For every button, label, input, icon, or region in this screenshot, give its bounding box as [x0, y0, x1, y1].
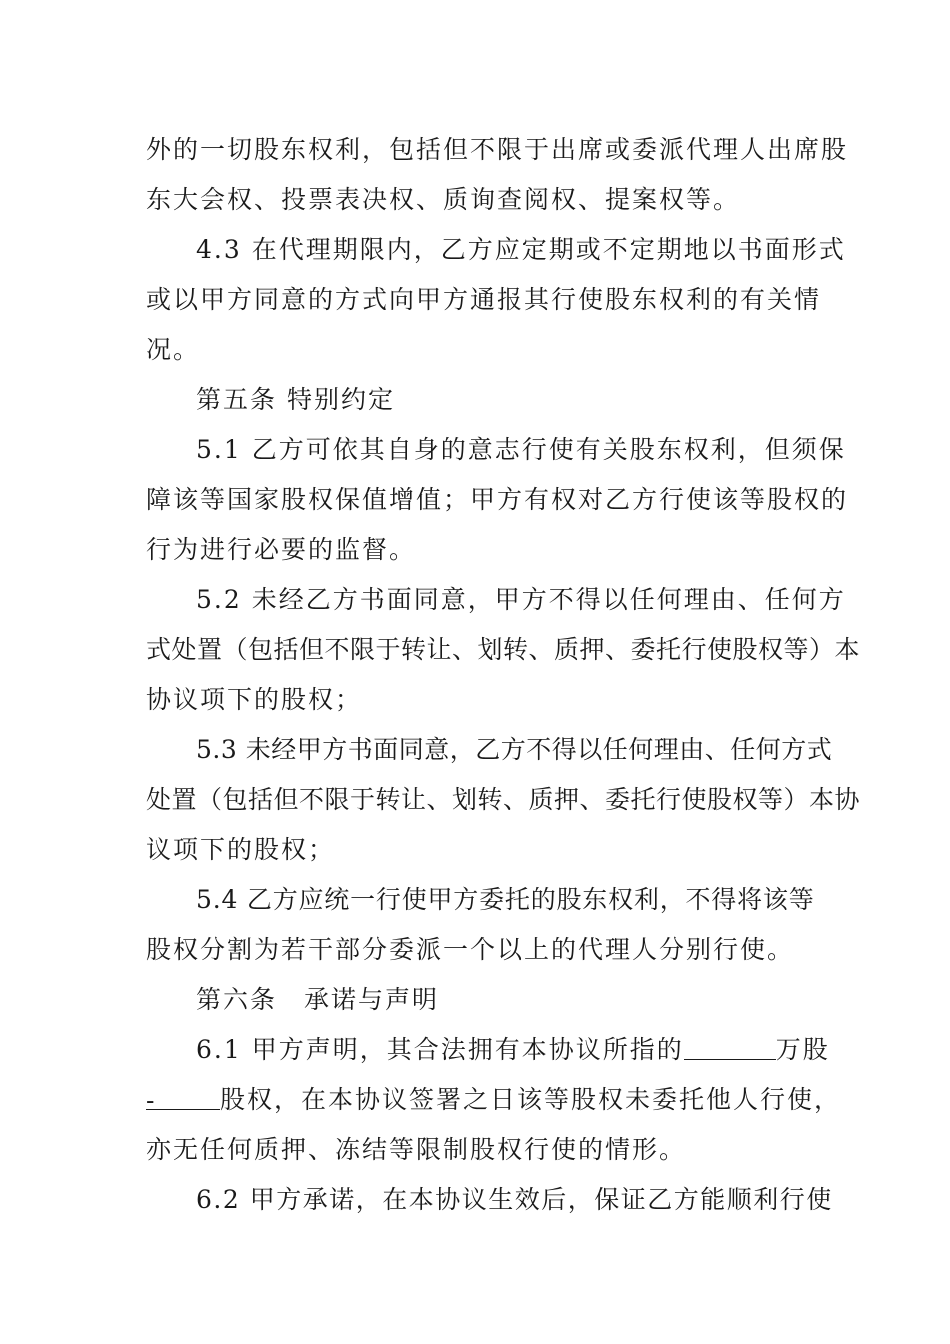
text-line: 障该等国家股权保值增值；甲方有权对乙方行使该等股权的	[146, 485, 849, 514]
text-line: 况。	[146, 335, 201, 364]
text-line: 协议项下的股权；	[146, 685, 363, 714]
text-line: 股权分割为若干部分委派一个以上的代理人分别行使。	[146, 935, 795, 964]
blank-mark: -	[146, 1086, 157, 1115]
clause-6-2: 6.2 甲方承诺，在本协议生效后，保证乙方能顺利行使	[196, 1185, 833, 1214]
text-line: 亦无任何质押、冻结等限制股权行使的情形。	[146, 1135, 687, 1164]
text-line: 处置（包括但不限于转让、划转、质押、委托行使股权等）本协	[146, 785, 861, 814]
clause-5-3: 5.3 未经甲方书面同意，乙方不得以任何理由、任何方式	[196, 735, 833, 764]
text-line: 东大会权、投票表决权、质询查阅权、提案权等。	[146, 185, 741, 214]
text-line: 或以甲方同意的方式向甲方通报其行使股东权利的有关情	[146, 285, 822, 314]
clause-6-1	[196, 1034, 830, 1066]
clause-5-4: 5.4 乙方应统一行使甲方委托的股东权利，不得将该等	[196, 885, 815, 914]
clause-6-1-cont: 股权，在本协议签署之日该等股权未委托他人行使，	[220, 1085, 842, 1114]
clause-4-3: 4.3 在代理期限内，乙方应定期或不定期地以书面形式	[196, 235, 846, 264]
clause-6-1-start: 6.1 甲方声明，其合法拥有本协议所指的	[196, 1035, 684, 1064]
clause-5-2: 5.2 未经乙方书面同意，甲方不得以任何理由、任何方	[196, 585, 846, 614]
article-6-heading: 第六条 承诺与声明	[196, 985, 440, 1014]
article-5-heading: 第五条 特别约定	[196, 385, 395, 414]
share-type-blank	[146, 1085, 220, 1115]
text-line: 行为进行必要的监督。	[146, 535, 417, 564]
text-line: 议项下的股权；	[146, 835, 336, 864]
text-line: 外的一切股东权利，包括但不限于出席或委派代理人出席股	[146, 135, 849, 164]
text-line: 式处置（包括但不限于转让、划转、质押、委托行使股权等）本	[146, 635, 861, 664]
share-count-blank	[684, 1035, 776, 1060]
clause-6-1-end: 万股	[775, 1035, 830, 1064]
text-line	[146, 1084, 842, 1116]
clause-5-1: 5.1 乙方可依其自身的意志行使有关股东权利，但须保	[196, 435, 846, 464]
